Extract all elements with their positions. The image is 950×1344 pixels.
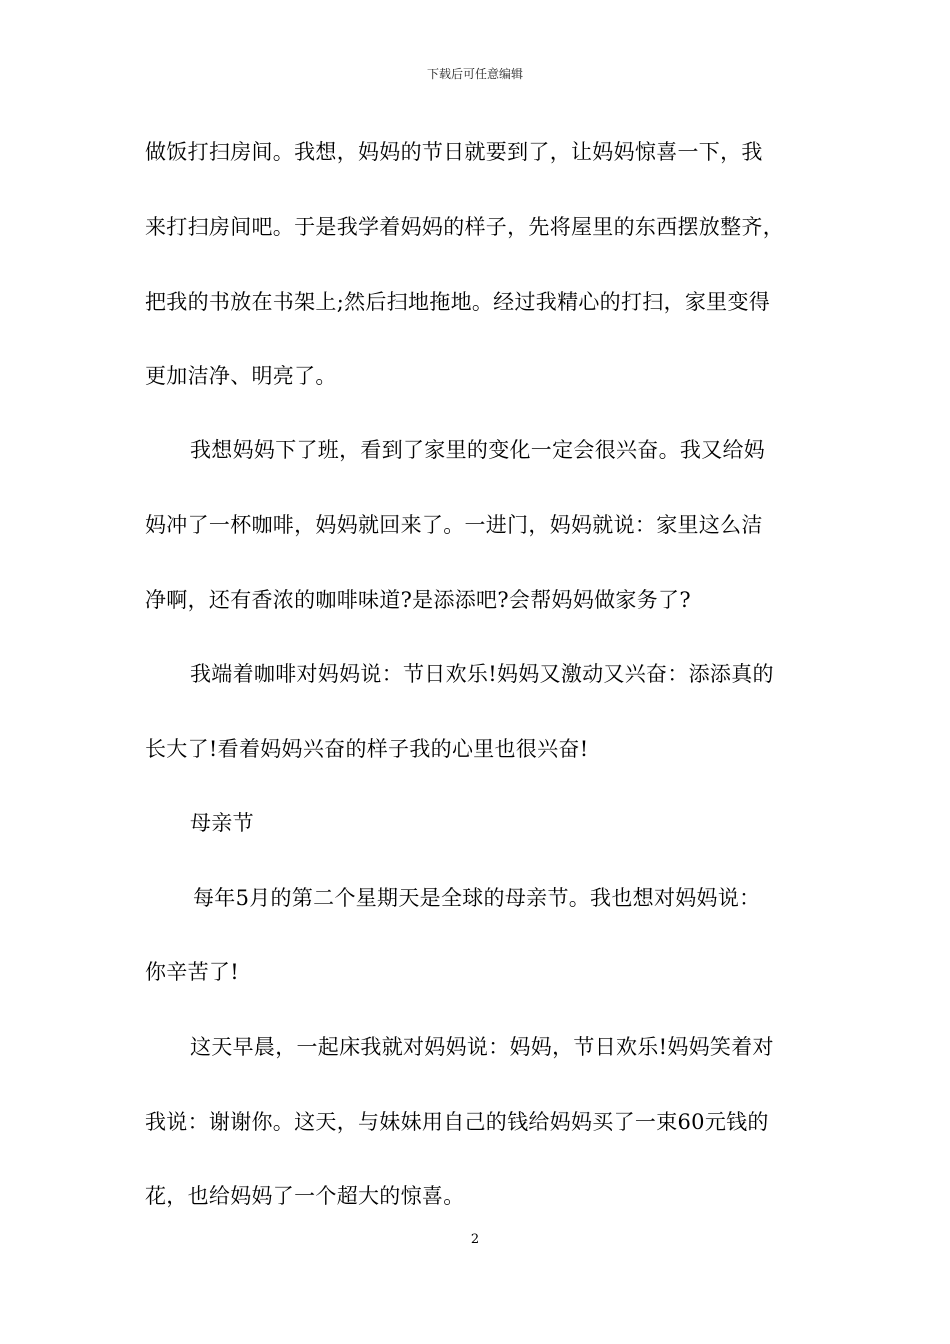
- text-line-6: 妈冲了一杯咖啡，妈妈就回来了。一进门，妈妈就说：家里这么洁: [145, 513, 763, 537]
- text-line-14: 我说：谢谢你。这天，与妹妹用自己的钱给妈妈买了一束60元钱的: [145, 1110, 769, 1134]
- text-line-12: 你辛苦了!: [145, 960, 239, 984]
- text-line-4: 更加洁净、明亮了。: [145, 364, 337, 388]
- page-header: 下载后可任意编辑: [426, 67, 523, 81]
- text-line-5: 我想妈妈下了班，看到了家里的变化一定会很兴奋。我又给妈: [190, 438, 766, 462]
- page-number: 2: [470, 1232, 480, 1247]
- text-line-8: 我端着咖啡对妈妈说：节日欢乐!妈妈又激动又兴奋：添添真的: [190, 662, 774, 686]
- text-line-1: 做饭打扫房间。我想，妈妈的节日就要到了，让妈妈惊喜一下，我: [145, 140, 763, 164]
- text-line-15: 花，也给妈妈了一个超大的惊喜。: [145, 1184, 465, 1208]
- text-line-13: 这天早晨，一起床我就对妈妈说：妈妈，节日欢乐!妈妈笑着对: [190, 1035, 774, 1059]
- text-line-11: 每年5月的第二个星期天是全球的母亲节。我也想对妈妈说：: [193, 886, 761, 910]
- text-line-3: 把我的书放在书架上;然后扫地拖地。经过我精心的打扫，家里变得: [145, 290, 771, 314]
- section-heading: 母亲节: [190, 811, 254, 835]
- text-line-9: 长大了!看着妈妈兴奋的样子我的心里也很兴奋!: [145, 737, 589, 761]
- text-line-7: 净啊，还有香浓的咖啡味道?是添添吧?会帮妈妈做家务了?: [145, 588, 691, 612]
- text-line-2: 来打扫房间吧。于是我学着妈妈的样子，先将屋里的东西摆放整齐，: [145, 215, 784, 239]
